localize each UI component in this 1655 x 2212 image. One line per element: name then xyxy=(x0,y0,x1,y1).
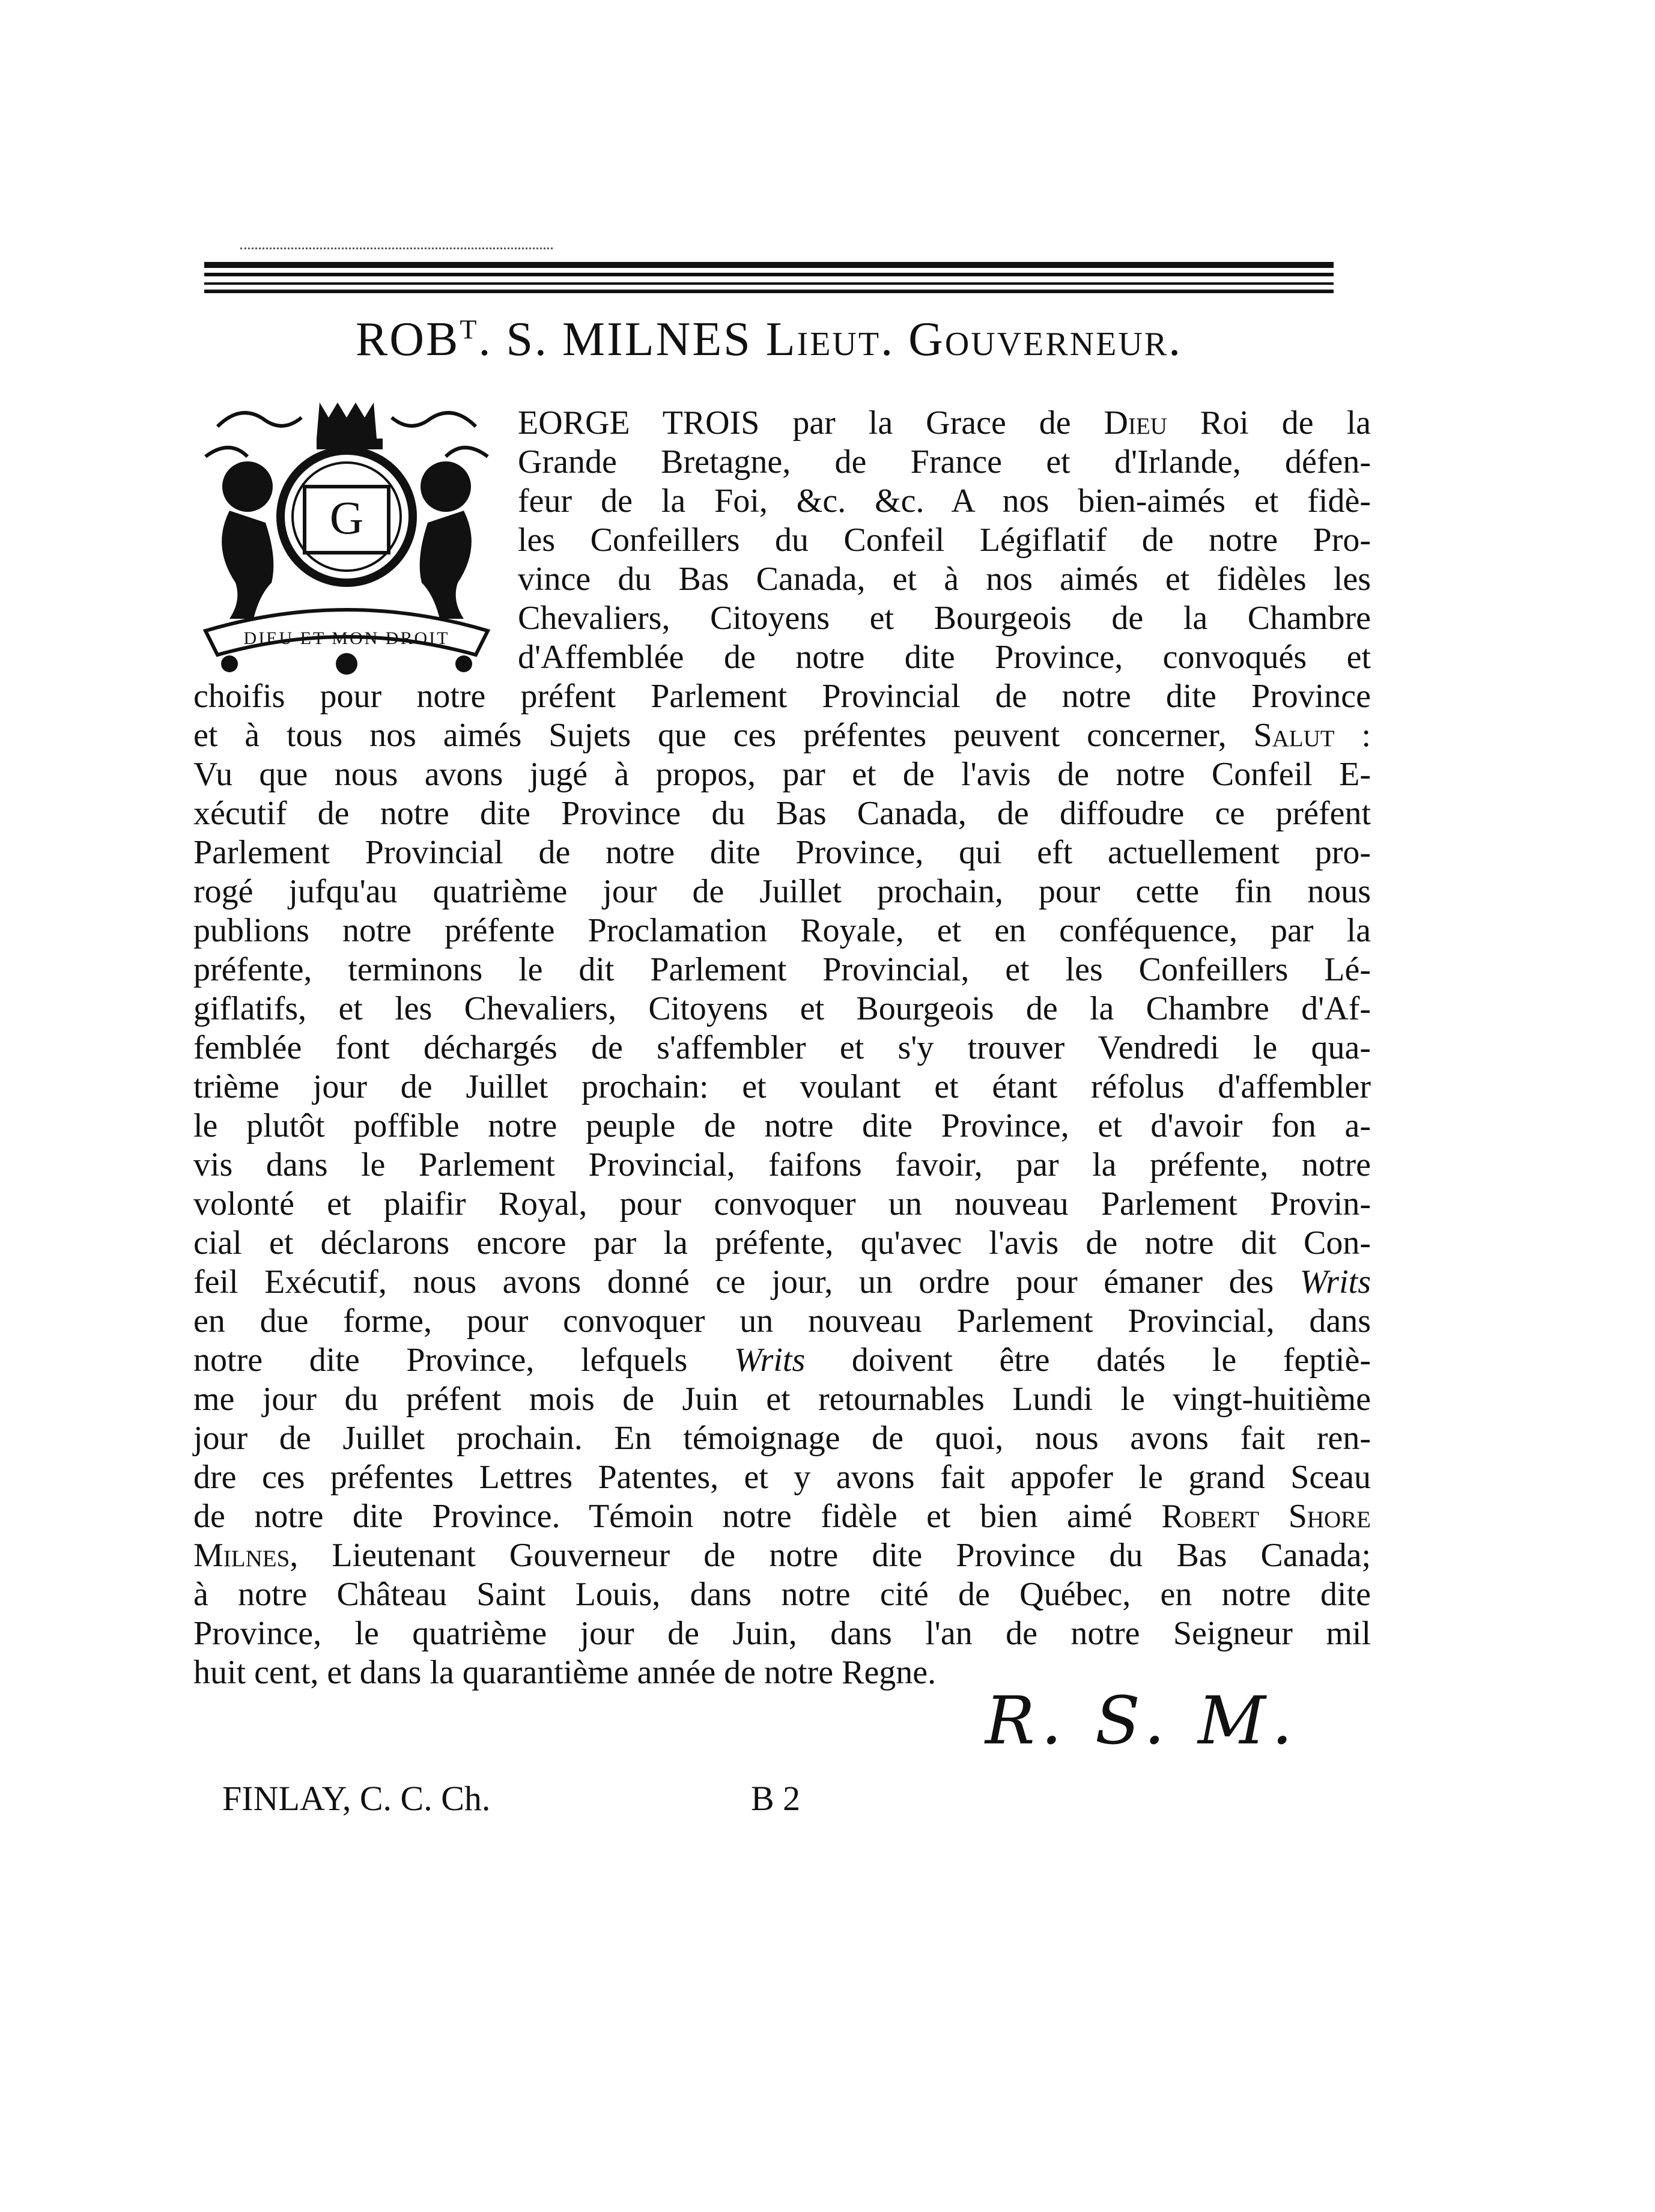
small-caps-text: Robert Shore xyxy=(1161,1498,1371,1535)
body-line xyxy=(193,1068,1371,1107)
body-line xyxy=(193,1497,1371,1536)
body-text-run: en due forme, pour convoquer un nouveau Parlement Provincial, dans xyxy=(193,1302,1371,1340)
title-part-3: Lieut. Gouverneur. xyxy=(765,313,1183,366)
body-line xyxy=(193,1224,1371,1263)
page-title xyxy=(204,312,1334,367)
body-text-run: rogé jufqu'au quatrième jour de Juillet prochain, pour cette fin nous xyxy=(193,873,1371,910)
body-line xyxy=(193,950,1371,989)
body-text-run: publions notre préfente Proclamation Royale, et en conféquence, par la xyxy=(193,912,1371,949)
body-text-run: giflatifs, et les Chevaliers, Citoyens et Bourgeois de la Chambre d'Af- xyxy=(193,990,1371,1027)
top-rule xyxy=(204,282,1334,285)
proclamation-body xyxy=(193,404,1371,1692)
body-line xyxy=(193,677,1371,716)
body-line xyxy=(193,1302,1371,1341)
body-line xyxy=(193,1029,1371,1068)
body-line xyxy=(193,1575,1371,1614)
countersignature: FINLAY, C. C. Ch. xyxy=(222,1779,491,1818)
body-text-run: feur de la Foi, &c. &c. A nos bien-aimés et fidè- xyxy=(518,482,1371,520)
body-line xyxy=(193,833,1371,872)
body-line xyxy=(193,1185,1371,1224)
body-text-run: : xyxy=(1334,717,1371,754)
body-line xyxy=(193,716,1371,755)
body-text-run: femblée font déchargés de s'affembler et s'y trouver Vendredi le qua- xyxy=(193,1029,1371,1066)
body-text-run: doivent être datés le feptiè- xyxy=(805,1341,1371,1379)
crest-motto: DIEU ET MON DROIT xyxy=(243,628,450,648)
top-rule xyxy=(204,290,1334,293)
body-text-run: trième jour de Juillet prochain: et voulant et étant réfolus d'affembler xyxy=(193,1068,1371,1105)
title-part-1: ROB xyxy=(355,313,460,366)
body-text-run: d'Affemblée de notre dite Province, convoqués et xyxy=(518,639,1371,676)
body-line xyxy=(193,1341,1371,1380)
body-text-run: Chevaliers, Citoyens et Bourgeois de la Chambre xyxy=(518,600,1371,637)
top-smudge xyxy=(240,248,553,254)
body-text-run: et à tous nos aimés Sujets que ces préfentes peuvent concerner, xyxy=(193,717,1254,754)
body-line xyxy=(193,1419,1371,1458)
body-line xyxy=(193,1536,1371,1575)
small-caps-text: Milnes xyxy=(193,1537,290,1574)
body-text-run: Roi de la xyxy=(1167,404,1371,442)
crest-space xyxy=(193,404,518,663)
body-text-run: dre ces préfentes Lettres Patentes, et y avons fait appofer le grand Sceau xyxy=(193,1459,1371,1496)
body-text-run: xécutif de notre dite Province du Bas Canada, de diffoudre ce préfent xyxy=(193,795,1371,832)
body-text-run: jour de Juillet prochain. En témoignage de quoi, nous avons fait ren- xyxy=(193,1420,1371,1457)
body-line xyxy=(193,794,1371,833)
body-text-run: choifis pour notre préfent Parlement Provincial de notre dite Province xyxy=(193,678,1371,715)
body-line xyxy=(193,911,1371,950)
body-text-run: préfente, terminons le dit Parlement Provincial, et les Confeillers Lé- xyxy=(193,951,1371,988)
top-rule xyxy=(204,273,1334,276)
small-caps-text: Salut xyxy=(1253,717,1335,754)
body-text-run: vis dans le Parlement Provincial, faifons favoir, par la préfente, notre xyxy=(193,1146,1371,1183)
body-line xyxy=(193,1380,1371,1419)
title-superscript: T xyxy=(460,314,479,345)
body-text-run: les Confeillers du Confeil Légiflatif de notre Pro- xyxy=(518,521,1371,559)
body-text-run: le plutôt poffible notre peuple de notre dite Province, et d'avoir fon a- xyxy=(193,1107,1371,1144)
title-part-2: . S. MILNES xyxy=(478,313,766,366)
body-line xyxy=(193,1146,1371,1185)
body-text-run: à notre Château Saint Louis, dans notre cité de Québec, en notre dite xyxy=(193,1576,1371,1613)
body-line xyxy=(193,1458,1371,1497)
small-caps-text: Dieu xyxy=(1104,404,1167,442)
body-line xyxy=(193,1263,1371,1302)
body-text-run: Grande Bretagne, de France et d'Irlande, défen- xyxy=(518,443,1371,481)
body-text-run: huit cent, et dans la quarantième année de notre Regne. xyxy=(193,1654,937,1691)
body-line xyxy=(193,872,1371,911)
body-text-run: EORGE TROIS par la Grace de xyxy=(518,404,1104,442)
body-line xyxy=(193,1107,1371,1146)
body-text-run: Vu que nous avons jugé à propos, par et de l'avis de notre Confeil E- xyxy=(193,756,1371,793)
handwritten-signature: R. S. M. xyxy=(985,1682,1299,1759)
italic-text: Writs xyxy=(1299,1263,1371,1301)
body-text-run: feil Exécutif, nous avons donné ce jour, un ordre pour émaner des xyxy=(193,1263,1300,1301)
body-text-run: me jour du préfent mois de Juin et retournables Lundi le vingt-huitième xyxy=(193,1381,1371,1418)
body-text-run: Parlement Provincial de notre dite Province, qui eft actuellement pro- xyxy=(193,834,1371,871)
body-text-run: notre dite Province, lefquels xyxy=(193,1341,734,1379)
body-text-run: cial et déclarons encore par la préfente, qu'avec l'avis de notre dit Con- xyxy=(193,1224,1371,1262)
body-line xyxy=(193,1614,1371,1653)
body-text-run: volonté et plaifir Royal, pour convoquer un nouveau Parlement Provin- xyxy=(193,1185,1371,1223)
body-text-run: , Lieutenant Gouverneur de notre dite Province du Bas Canada; xyxy=(290,1537,1371,1574)
body-line xyxy=(193,989,1371,1029)
top-rule xyxy=(204,262,1334,268)
signature-mark: B 2 xyxy=(751,1779,801,1818)
body-line xyxy=(193,755,1371,794)
body-text-run: de notre dite Province. Témoin notre fidèle et bien aimé xyxy=(193,1498,1162,1535)
crest-letter: G xyxy=(329,491,364,544)
italic-text: Writs xyxy=(733,1341,806,1379)
body-text-run: vince du Bas Canada, et à nos aimés et fidèles les xyxy=(518,561,1371,598)
body-text-run: Province, le quatrième jour de Juin, dans l'an de notre Seigneur mil xyxy=(193,1615,1371,1652)
